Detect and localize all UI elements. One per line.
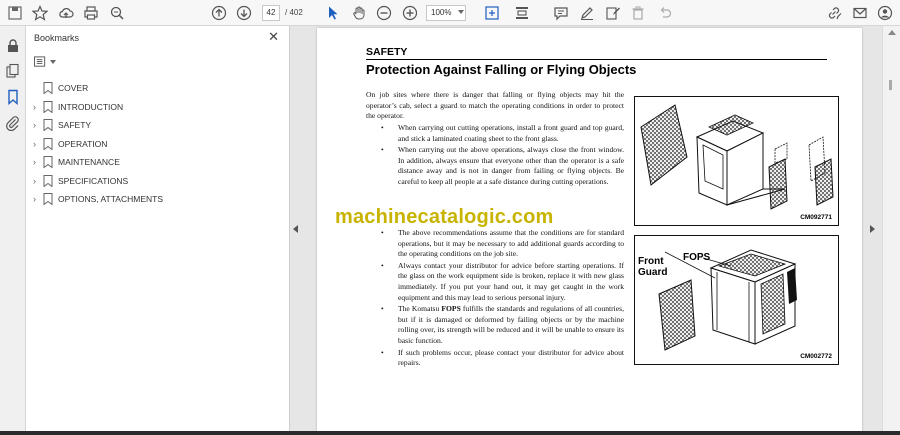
expand-chevron-icon[interactable]: › bbox=[33, 120, 36, 130]
scroll-thumb[interactable] bbox=[889, 80, 892, 90]
cab-guard-illustration bbox=[635, 97, 840, 227]
account-icon[interactable] bbox=[876, 4, 894, 22]
collapse-panel-icon[interactable] bbox=[293, 225, 298, 233]
zoom-level-select[interactable]: 100% bbox=[426, 5, 466, 21]
bookmark-item-introduction[interactable] bbox=[26, 99, 290, 118]
bookmark-options-button[interactable] bbox=[34, 55, 56, 69]
vertical-scrollbar[interactable] bbox=[882, 26, 900, 435]
bullet-item: • Always contact your distributor for advice before starting operations. If the glass on the work equipment side is broken, replace it with new glass immediately. If you put your hand out, it may get caught in the work equipment and this may lead to serious personal injury. bbox=[381, 260, 624, 302]
expand-tools-icon[interactable] bbox=[870, 225, 875, 233]
bookmark-list bbox=[26, 80, 290, 210]
figure-fops-front-guard bbox=[634, 235, 839, 365]
fops-label: FOPS bbox=[683, 252, 711, 263]
expand-chevron-icon[interactable]: › bbox=[33, 138, 36, 149]
next-page-icon[interactable] bbox=[235, 4, 253, 22]
bullet-item: • When carrying out cutting operations, install a front guard and top guard, and stick a laminated coating sheet to the front glass. bbox=[381, 123, 624, 143]
bookmark-icon bbox=[43, 119, 53, 131]
section-title: SAFETY bbox=[366, 46, 408, 58]
bullet-item: • The above recommendations assume that the conditions are for standard operations, but it may be necessary to add additional guards according to the operating conditions on the job site. bbox=[381, 228, 624, 259]
chevron-down-icon bbox=[50, 60, 56, 64]
bullet-list-top bbox=[377, 123, 624, 189]
email-icon[interactable] bbox=[851, 4, 869, 22]
expand-chevron-icon[interactable]: › bbox=[33, 175, 36, 186]
front-guard-label: Front Guard bbox=[638, 256, 668, 278]
highlight-pen-icon[interactable] bbox=[578, 4, 596, 22]
fit-page-icon[interactable] bbox=[483, 4, 501, 22]
bookmark-item-maintenance[interactable] bbox=[26, 154, 290, 173]
undo-icon[interactable] bbox=[656, 4, 674, 22]
chevron-down-icon[interactable] bbox=[458, 10, 464, 14]
previous-page-icon[interactable] bbox=[210, 4, 228, 22]
page-heading: Protection Against Falling or Flying Objects bbox=[366, 62, 637, 77]
bookmark-label: OPERATION bbox=[58, 138, 108, 149]
panel-title: Bookmarks bbox=[34, 33, 80, 43]
bookmark-label: OPTIONS, ATTACHMENTS bbox=[58, 194, 163, 204]
scroll-mode-icon[interactable] bbox=[513, 4, 531, 22]
list-options-icon bbox=[34, 56, 47, 68]
comment-icon[interactable] bbox=[552, 4, 570, 22]
section-rule bbox=[366, 59, 827, 60]
bookmark-item-specifications[interactable] bbox=[26, 173, 290, 192]
scroll-up-icon[interactable] bbox=[888, 30, 896, 35]
bullet-item: • When carrying out the above operations, always close the front window. In addition, always ensure that everyone other than the operator is a safe distance away and is not in danger from failing or flying objects. Be careful to keep all people at a safe distance during cutting operations. bbox=[381, 145, 624, 186]
bookmark-icon bbox=[43, 193, 53, 205]
bookmark-item-options-attachments[interactable] bbox=[26, 191, 290, 210]
bullet-list-bottom bbox=[377, 228, 624, 370]
zoom-search-icon[interactable] bbox=[108, 4, 126, 22]
bookmark-item-operation[interactable] bbox=[26, 136, 290, 155]
bookmark-star-icon[interactable] bbox=[31, 4, 49, 22]
expand-chevron-icon[interactable]: › bbox=[33, 101, 36, 112]
expand-chevron-icon[interactable]: › bbox=[33, 157, 36, 167]
hand-pan-icon[interactable] bbox=[350, 4, 368, 22]
delete-trash-icon[interactable] bbox=[629, 4, 647, 22]
pdf-page bbox=[317, 28, 862, 435]
link-edit-icon[interactable] bbox=[825, 4, 843, 22]
lock-icon[interactable] bbox=[4, 37, 22, 55]
taskbar-edge bbox=[0, 431, 900, 435]
save-icon[interactable] bbox=[6, 4, 24, 22]
bookmark-icon bbox=[43, 82, 53, 94]
bookmarks-panel-icon[interactable] bbox=[4, 88, 22, 106]
bookmark-label: SPECIFICATIONS bbox=[58, 175, 129, 186]
page-thumbnails-icon[interactable] bbox=[4, 62, 22, 80]
page-number-input[interactable]: 42 bbox=[262, 5, 280, 21]
figure-code: CM092771 bbox=[800, 214, 832, 221]
bookmark-label: INTRODUCTION bbox=[58, 101, 124, 112]
watermark-text: machinecatalogic.com bbox=[335, 206, 554, 228]
bullet-item: • The Komatsu FOPS fulfills the standards and regulations of all countries, but if it is damaged or deformed by failing objects or by the machine rolling over, its strength will be reduced and it will be unable to ensure its basic function. bbox=[381, 304, 624, 345]
figure-cab-guards bbox=[634, 96, 839, 226]
draw-edit-icon[interactable] bbox=[604, 4, 622, 22]
zoom-out-icon[interactable] bbox=[375, 4, 393, 22]
bookmark-item-cover[interactable] bbox=[26, 80, 290, 99]
bookmark-icon bbox=[43, 156, 53, 168]
bookmark-label: COVER bbox=[58, 83, 89, 93]
bookmark-icon bbox=[43, 138, 53, 150]
intro-paragraph: On job sites where there is danger that falling or flying objects may hit the operator’s cab, select a guard to match the operating conditions in order to protect the operator. bbox=[366, 90, 624, 121]
page-total: / 402 bbox=[285, 8, 303, 17]
print-icon[interactable] bbox=[82, 4, 100, 22]
upload-cloud-icon[interactable] bbox=[57, 4, 75, 22]
bullet-item: • If such problems occur, please contact your distributor for advice about repairs. bbox=[381, 347, 624, 368]
bookmark-icon bbox=[43, 101, 53, 113]
zoom-in-icon[interactable] bbox=[401, 4, 419, 22]
bookmark-item-safety[interactable] bbox=[26, 117, 290, 136]
cursor-select-icon[interactable] bbox=[324, 4, 342, 22]
bookmark-icon bbox=[43, 175, 53, 187]
navigation-rail bbox=[0, 26, 26, 435]
bookmark-label: MAINTENANCE bbox=[58, 157, 120, 167]
bookmark-label: SAFETY bbox=[58, 120, 92, 130]
expand-chevron-icon[interactable]: › bbox=[33, 194, 36, 204]
attachment-paperclip-icon[interactable] bbox=[4, 114, 22, 132]
bookmarks-panel bbox=[26, 26, 290, 435]
toolbar bbox=[0, 0, 900, 26]
figure-code: CM002772 bbox=[800, 353, 832, 360]
close-icon[interactable]: ✕ bbox=[268, 29, 279, 44]
